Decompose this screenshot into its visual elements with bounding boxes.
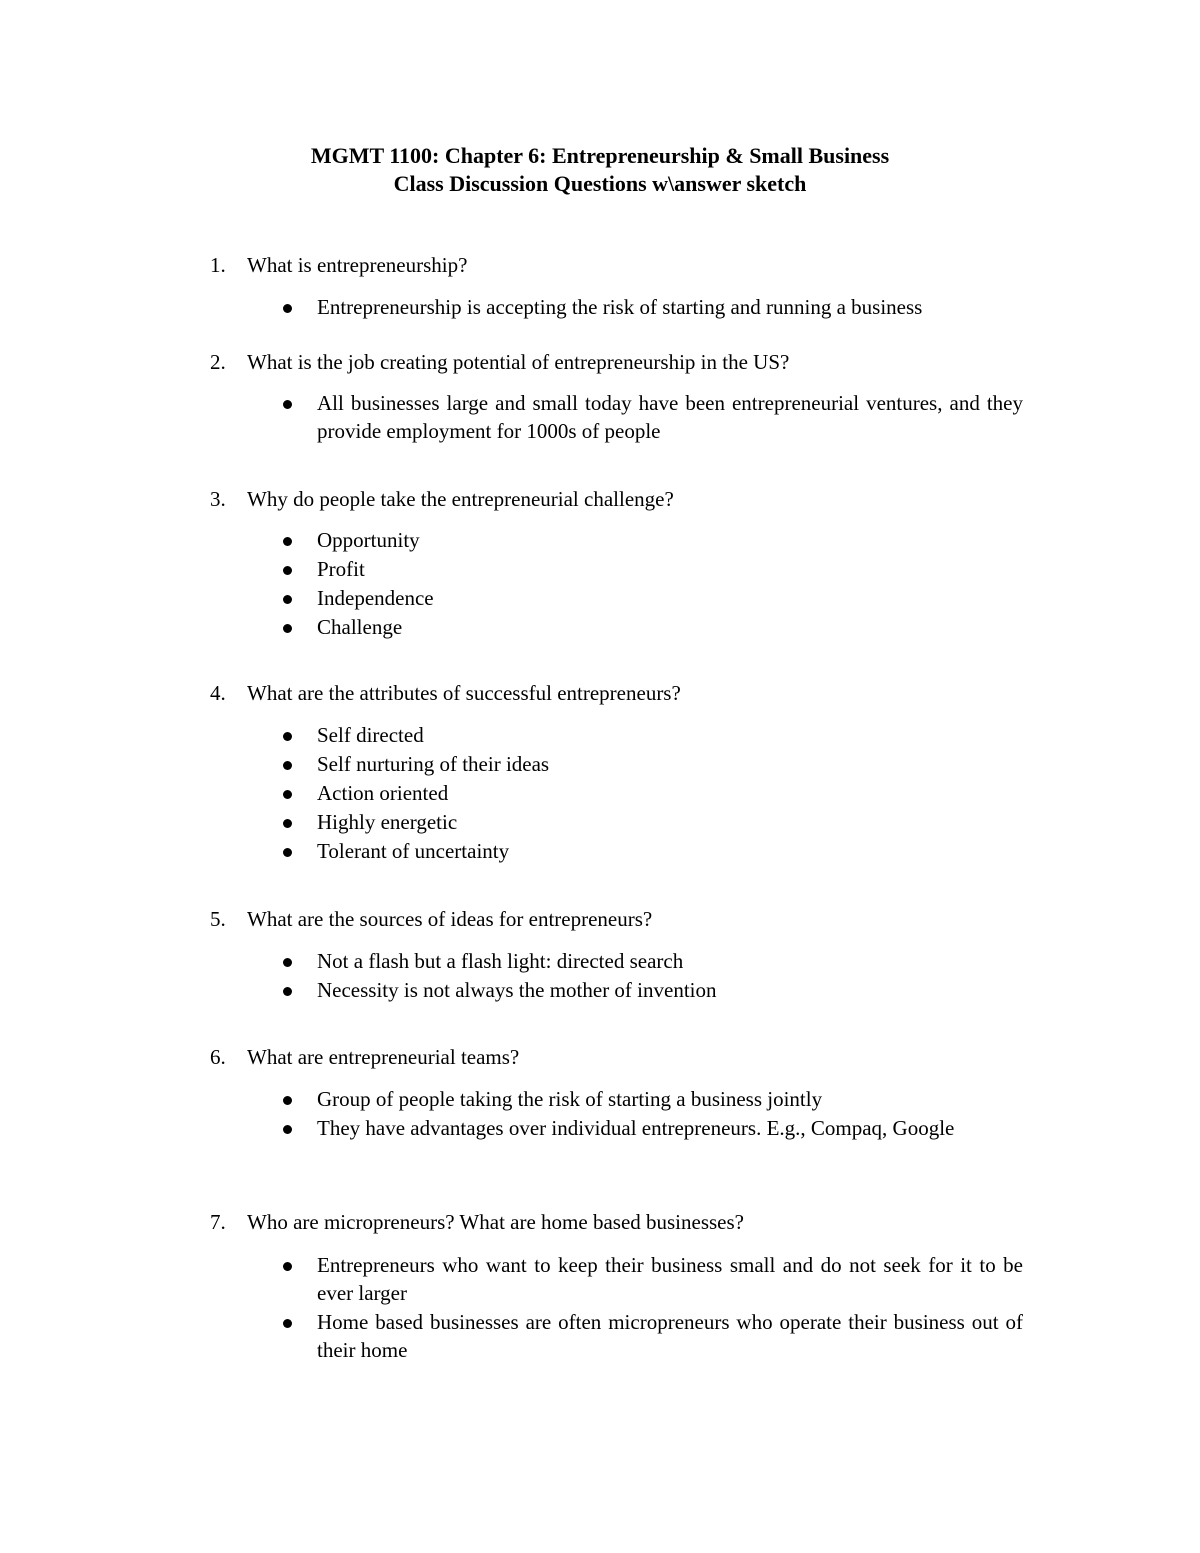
question-number: 4. bbox=[210, 681, 226, 705]
bullet-icon bbox=[283, 819, 292, 828]
bullet-icon bbox=[283, 400, 292, 409]
bullet-icon bbox=[283, 732, 292, 741]
answer-list bbox=[0, 947, 1200, 1005]
bullet-icon bbox=[283, 1125, 292, 1134]
answer-item: Highly energetic bbox=[0, 808, 1023, 836]
answer-item: Opportunity bbox=[0, 526, 1023, 554]
answer-list bbox=[0, 526, 1200, 642]
answer-list bbox=[0, 1085, 1200, 1143]
answer-item: Challenge bbox=[0, 613, 1023, 641]
answer-item: Necessity is not always the mother of invention bbox=[0, 976, 1023, 1004]
bullet-icon bbox=[283, 958, 292, 967]
question-text: What is the job creating potential of entrepreneurship in the US? bbox=[247, 350, 790, 374]
answer-item: Action oriented bbox=[0, 779, 1023, 807]
answer-item: Entrepreneurship is accepting the risk of starting and running a business bbox=[0, 293, 1023, 321]
question-text: What are the attributes of successful entrepreneurs? bbox=[247, 681, 681, 705]
bullet-icon bbox=[283, 624, 292, 633]
answer-item: Not a flash but a flash light: directed search bbox=[0, 947, 1023, 975]
answer-item: Tolerant of uncertainty bbox=[0, 837, 1023, 865]
question-text: What are entrepreneurial teams? bbox=[247, 1045, 520, 1069]
question-number: 6. bbox=[210, 1045, 226, 1069]
bullet-icon bbox=[283, 1262, 292, 1271]
bullet-icon bbox=[283, 537, 292, 546]
question-number: 1. bbox=[210, 253, 226, 277]
bullet-icon bbox=[283, 790, 292, 799]
answer-item: Entrepreneurs who want to keep their business small and do not seek for it to be ever larger bbox=[0, 1251, 1023, 1307]
bullet-icon bbox=[283, 595, 292, 604]
bullet-icon bbox=[283, 1319, 292, 1328]
bullet-icon bbox=[283, 566, 292, 575]
bullet-icon bbox=[283, 848, 292, 857]
bullet-icon bbox=[283, 987, 292, 996]
question-number: 5. bbox=[210, 907, 226, 931]
question-text: What are the sources of ideas for entrepreneurs? bbox=[247, 907, 653, 931]
answer-list bbox=[0, 389, 1200, 446]
question-number: 3. bbox=[210, 487, 226, 511]
answer-list bbox=[0, 721, 1200, 866]
answer-item: Self nurturing of their ideas bbox=[0, 750, 1023, 778]
answer-item: Self directed bbox=[0, 721, 1023, 749]
answer-item: Home based businesses are often micropreneurs who operate their business out of their home bbox=[0, 1308, 1023, 1364]
question-number: 7. bbox=[210, 1210, 226, 1234]
document-subtitle: Class Discussion Questions w\answer sketch bbox=[393, 171, 807, 196]
question-number: 2. bbox=[210, 350, 226, 374]
answer-item: Group of people taking the risk of starting a business jointly bbox=[0, 1085, 1023, 1113]
bullet-icon bbox=[283, 304, 292, 313]
question-text: What is entrepreneurship? bbox=[247, 253, 468, 277]
answer-list bbox=[0, 1251, 1200, 1365]
answer-item: All businesses large and small today have been entrepreneurial ventures, and they provide employment for 1000s of people bbox=[0, 389, 1023, 445]
answer-item: They have advantages over individual entrepreneurs. E.g., Compaq, Google bbox=[0, 1114, 1023, 1142]
answer-item: Independence bbox=[0, 584, 1023, 612]
question-text: Who are micropreneurs? What are home based businesses? bbox=[247, 1210, 744, 1234]
document-title: MGMT 1100: Chapter 6: Entrepreneurship & Small Business bbox=[310, 143, 890, 168]
answer-item: Profit bbox=[0, 555, 1023, 583]
bullet-icon bbox=[283, 761, 292, 770]
question-text: Why do people take the entrepreneurial challenge? bbox=[247, 487, 674, 511]
bullet-icon bbox=[283, 1096, 292, 1105]
answer-list bbox=[0, 293, 1200, 322]
